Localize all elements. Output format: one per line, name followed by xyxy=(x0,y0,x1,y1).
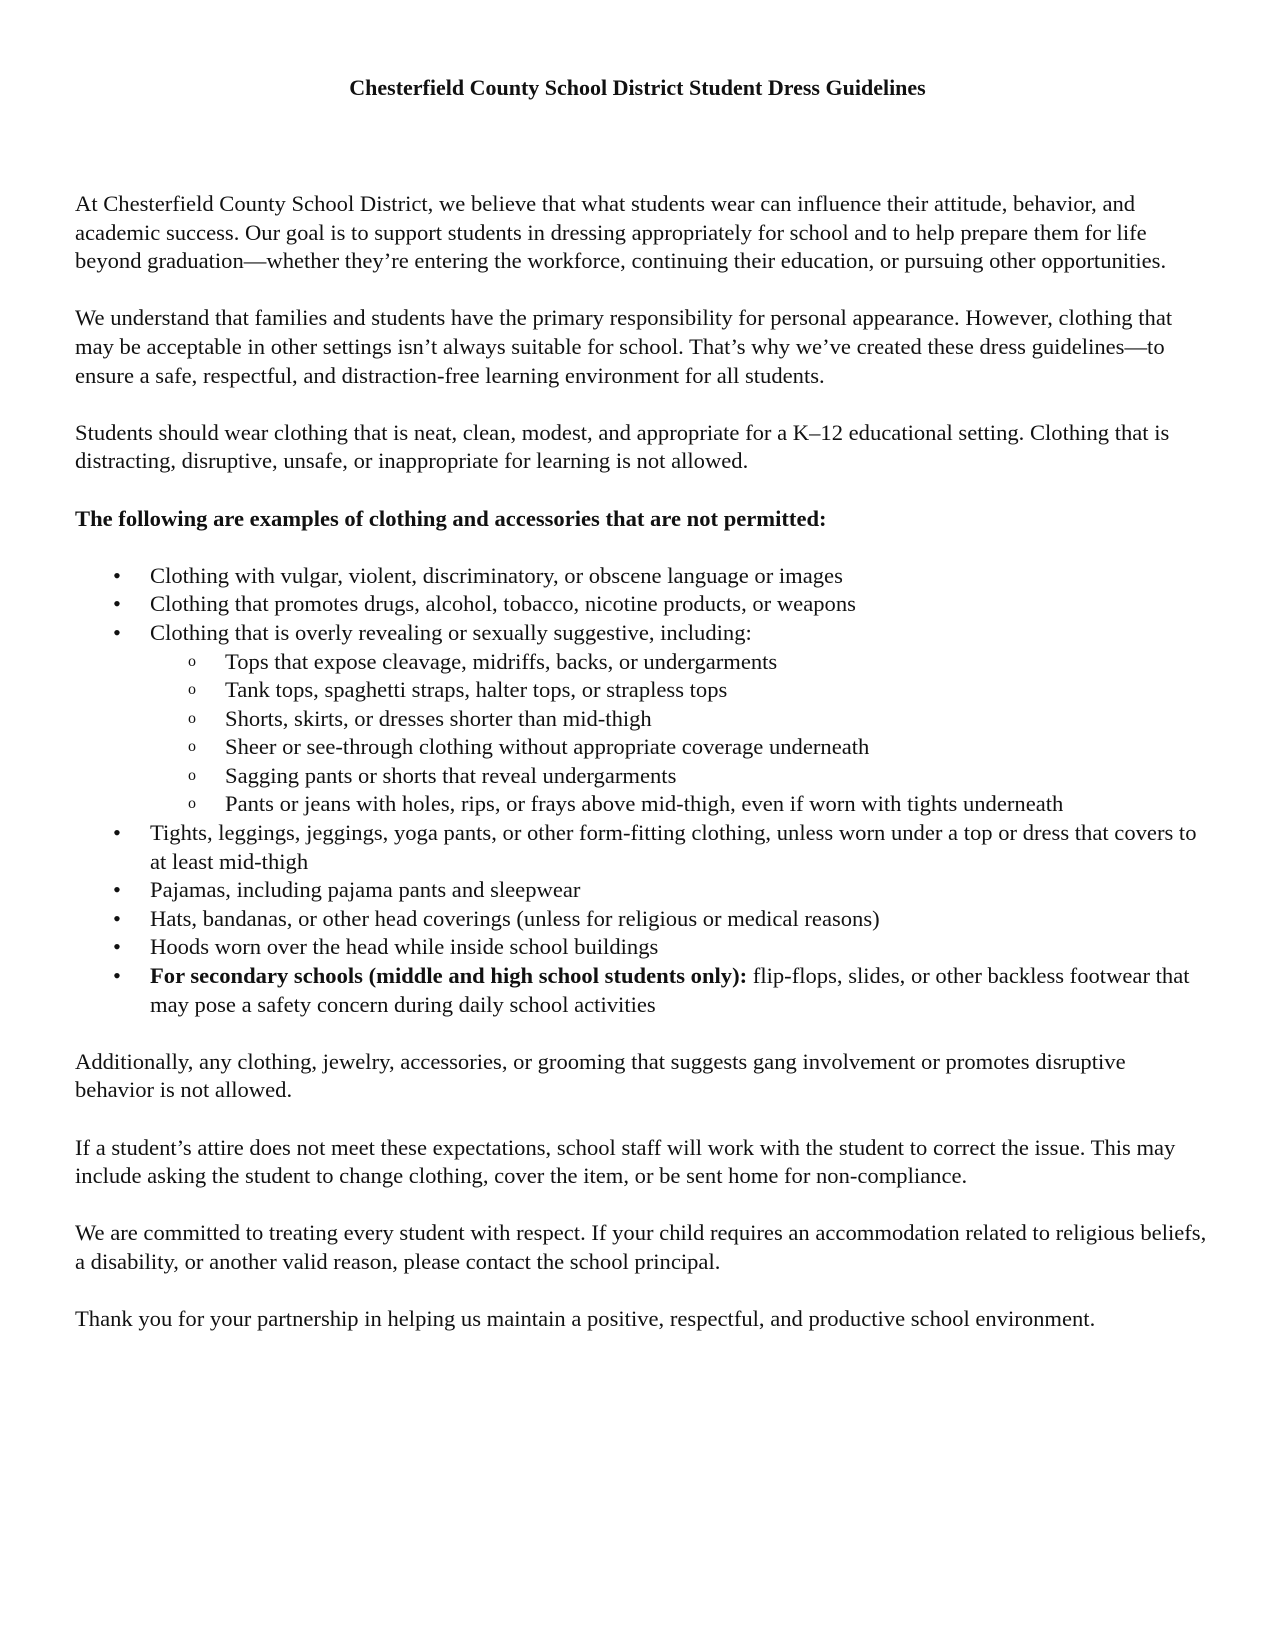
secondary-schools-label: For secondary schools (middle and high school students only): xyxy=(150,963,748,989)
document-title: Chesterfield County School District Student Dress Guidelines xyxy=(349,75,926,100)
bullet-icon: • xyxy=(113,820,121,846)
prohibited-items-list xyxy=(75,562,1210,1020)
list-item xyxy=(75,876,1210,905)
list-item xyxy=(75,562,1210,591)
circle-bullet-icon: o xyxy=(188,681,196,699)
list-item xyxy=(75,962,1210,1019)
sub-list-item-text: Shorts, skirts, or dresses shorter than mid-thigh xyxy=(225,705,652,731)
list-item-text: Hoods worn over the head while inside school buildings xyxy=(150,934,659,960)
responsibility-paragraph: We understand that families and students have the primary responsibility for personal appearance. However, clothing that may be acceptable in other settings isn’t always suitable for school. That’s why we’ve created these dress guidelines—to ensure a safe, respectful, and distraction-free learning environment for all students. xyxy=(75,305,1173,388)
list-item-text: flip-flops, slides, or other backless footwear that may pose a safety concern during daily school activities xyxy=(150,963,1190,1017)
list-heading: The following are examples of clothing and accessories that are not permitted: xyxy=(75,505,827,531)
sub-list-item-text: Pants or jeans with holes, rips, or frays above mid-thigh, even if worn with tights underneath xyxy=(225,791,1064,817)
list-item-text: Tights, leggings, jeggings, yoga pants, or other form-fitting clothing, unless worn under a top or dress that covers to at least mid-thigh xyxy=(150,820,1197,874)
sub-list-item-text: Sheer or see-through clothing without appropriate coverage underneath xyxy=(225,734,870,760)
circle-bullet-icon: o xyxy=(188,766,196,784)
bullet-icon: • xyxy=(113,591,121,617)
bullet-icon: • xyxy=(113,619,121,645)
bullet-icon: • xyxy=(113,963,121,989)
revealing-clothing-sublist xyxy=(150,648,1210,820)
bullet-icon: • xyxy=(113,905,121,931)
expectations-paragraph: Students should wear clothing that is neat, clean, modest, and appropriate for a K–12 educational setting. Clothing that is distracting, disruptive, unsafe, or inappropriate for learning is not allowed. xyxy=(75,419,1170,474)
list-item xyxy=(75,619,1210,819)
sub-list-item-text: Sagging pants or shorts that reveal undergarments xyxy=(225,762,677,788)
list-item xyxy=(75,933,1210,962)
bullet-icon: • xyxy=(113,877,121,903)
circle-bullet-icon: o xyxy=(188,709,196,727)
document-body xyxy=(75,190,1210,1362)
list-item-text: Clothing with vulgar, violent, discriminatory, or obscene language or images xyxy=(150,562,843,588)
list-item xyxy=(75,590,1210,619)
sub-list-item-text: Tank tops, spaghetti straps, halter tops, or strapless tops xyxy=(225,677,728,703)
list-item-text: Clothing that is overly revealing or sexually suggestive, including: xyxy=(150,619,752,645)
circle-bullet-icon: o xyxy=(188,795,196,813)
bullet-icon: • xyxy=(113,562,121,588)
list-item-text: Pajamas, including pajama pants and sleepwear xyxy=(150,877,581,903)
sub-list-item xyxy=(150,790,1210,819)
closing-paragraph: Thank you for your partnership in helping us maintain a positive, respectful, and productive school environment. xyxy=(75,1306,1096,1332)
list-item-text: Hats, bandanas, or other head coverings (unless for religious or medical reasons) xyxy=(150,905,880,931)
circle-bullet-icon: o xyxy=(188,738,196,756)
list-item xyxy=(75,905,1210,934)
sub-list-item xyxy=(150,705,1210,734)
bullet-icon: • xyxy=(113,934,121,960)
list-item-text: Clothing that promotes drugs, alcohol, tobacco, nicotine products, or weapons xyxy=(150,591,856,617)
list-item xyxy=(75,819,1210,876)
enforcement-paragraph: If a student’s attire does not meet these expectations, school staff will work with the student to correct the issue. This may include asking the student to change clothing, cover the item, or be sent home for non-compliance. xyxy=(75,1134,1176,1189)
sub-list-item-text: Tops that expose cleavage, midriffs, backs, or undergarments xyxy=(225,648,778,674)
circle-bullet-icon: o xyxy=(188,652,196,670)
sub-list-item xyxy=(150,733,1210,762)
intro-paragraph: At Chesterfield County School District, we believe that what students wear can influence their attitude, behavior, and academic success. Our goal is to support students in dressing appropriately for school and to help prepare them for life beyond graduation—whether they’re entering the workforce, continuing their education, or pursuing other opportunities. xyxy=(75,191,1167,274)
sub-list-item xyxy=(150,676,1210,705)
accommodation-paragraph: We are committed to treating every student with respect. If your child requires an accommodation related to religious beliefs, a disability, or another valid reason, please contact the school principal. xyxy=(75,1220,1207,1274)
sub-list-item xyxy=(150,648,1210,677)
sub-list-item xyxy=(150,762,1210,791)
gang-paragraph: Additionally, any clothing, jewelry, accessories, or grooming that suggests gang involvement or promotes disruptive behavior is not allowed. xyxy=(75,1048,1126,1103)
